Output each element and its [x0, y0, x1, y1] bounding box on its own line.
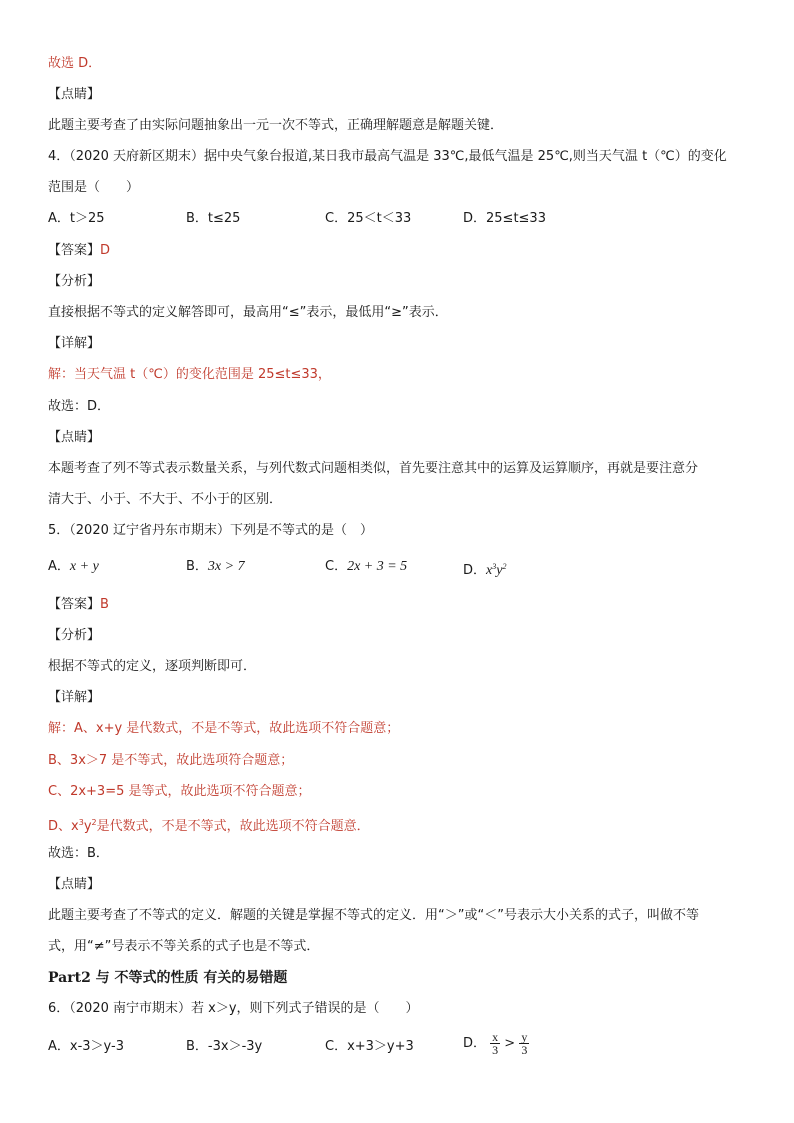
q5-detail-b: B、3x＞7 是不等式，故此选项符合题意； — [48, 753, 294, 768]
q5-option-d-base-x: x — [486, 563, 493, 578]
q4-analysis: 直接根据不等式的定义解答即可，最高用“≤”表示，最低用“≥”表示． — [48, 305, 448, 320]
q5-detail-d-exp2: 2 — [91, 818, 97, 827]
q4-comment-line1: 本题考查了列不等式表示数量关系，与列代数式问题相类似，首先要注意其中的运算及运算顺序，再就是要注意分 — [48, 461, 699, 476]
q4-option-d: D．25≤t≤33 — [463, 211, 546, 226]
q5-option-b-expr: 3x > 7 — [207, 559, 245, 574]
q4-comment-line2: 清大于、小于、不大于、不小于的区别． — [48, 492, 283, 507]
q5-detail-d-mid: y — [83, 819, 92, 834]
q5-option-a-label: A． — [48, 559, 70, 574]
q3-comment-heading: 【点睛】 — [48, 87, 101, 102]
q5-stem: 5．（2020 辽宁省丹东市期末）下列是不等式的是（ ） — [48, 523, 373, 538]
q3-conclusion: 故选 D． — [48, 56, 102, 71]
q6-option-c: C．x+3＞y+3 — [325, 1039, 414, 1054]
q5-comment-line2: 式，用“≠”号表示不等关系的式子也是不等式． — [48, 939, 320, 954]
q5-answer-label: 【答案】 — [48, 597, 101, 612]
q5-option-b — [186, 558, 245, 576]
q6-option-d-fraction-right — [519, 1031, 529, 1056]
q5-detail-d-exp1: 3 — [78, 818, 84, 827]
q4-option-a: A．t＞25 — [48, 211, 105, 226]
q4-stem-line2: 范围是（ ） — [48, 180, 140, 195]
q6-option-d-num1: x — [492, 1030, 499, 1044]
q5-option-a — [48, 558, 99, 576]
q5-option-d-base-y: y — [496, 563, 503, 578]
q3-comment: 此题主要考查了由实际问题抽象出一元一次不等式，正确理解题意是解题关键． — [48, 118, 504, 133]
q4-detail-heading: 【详解】 — [48, 336, 101, 351]
q4-detail-line2: 故选：D． — [48, 399, 111, 414]
q5-answer — [48, 596, 109, 614]
q5-detail-d — [48, 814, 370, 836]
q5-option-c-expr: 2x + 3 = 5 — [347, 559, 408, 574]
q5-detail-d-prefix: D、x — [48, 819, 79, 834]
q6-option-d-num2: y — [521, 1030, 528, 1044]
q5-option-d-label: D． — [463, 563, 487, 578]
q4-answer-value: D — [100, 243, 111, 258]
q4-detail-line1: 解：当天气温 t（℃）的变化范围是 25≤t≤33， — [48, 367, 331, 382]
q6-option-d — [463, 1030, 529, 1058]
q5-detail-a: 解：A、x+y 是代数式，不是不等式，故此选项不符合题意； — [48, 721, 400, 736]
q6-option-d-den2: 3 — [521, 1043, 528, 1057]
q4-analysis-heading: 【分析】 — [48, 274, 101, 289]
q5-conclusion: 故选：B． — [48, 846, 109, 861]
q4-stem-line1: 4．（2020 天府新区期末）据中央气象台报道,某日我市最高气温是 33℃,最低气温是 25℃,则当天气温 t（℃）的变化 — [48, 149, 727, 164]
q6-stem: 6．（2020 南宁市期末）若 x＞y，则下列式子错误的是（ ） — [48, 1001, 419, 1016]
q4-option-c: C．25＜t＜33 — [325, 211, 412, 226]
q4-option-b: B．t≤25 — [186, 211, 241, 226]
q5-option-c — [325, 558, 407, 576]
q6-option-d-fraction-left — [490, 1031, 500, 1056]
part2-title: Part2 与 不等式的性质 有关的易错题 — [48, 970, 288, 986]
q6-option-d-label: D． — [463, 1036, 487, 1051]
q5-option-b-label: B． — [186, 559, 208, 574]
q5-detail-d-suffix: 是代数式，不是不等式，故此选项不符合题意． — [96, 819, 370, 834]
q5-option-d-exp-x: 3 — [492, 562, 497, 571]
q4-answer-label: 【答案】 — [48, 243, 101, 258]
q6-option-d-den1: 3 — [492, 1043, 499, 1057]
q4-comment-heading: 【点睛】 — [48, 430, 101, 445]
q4-answer — [48, 242, 110, 260]
q5-option-d-exp-y: 2 — [502, 562, 507, 571]
q5-option-d — [463, 558, 506, 580]
q5-answer-value: B — [100, 597, 109, 612]
q5-detail-heading: 【详解】 — [48, 690, 101, 705]
q5-analysis: 根据不等式的定义，逐项判断即可． — [48, 659, 257, 674]
q5-option-c-label: C． — [325, 559, 348, 574]
q5-detail-c: C、2x+3=5 是等式，故此选项不符合题意； — [48, 784, 311, 799]
q6-option-a: A．x-3＞y-3 — [48, 1039, 124, 1054]
q6-option-d-operator: > — [504, 1036, 516, 1051]
q5-comment-line1: 此题主要考查了不等式的定义．解题的关键是掌握不等式的定义．用“＞”或“＜”号表示大小关系的式子，叫做不等 — [48, 908, 699, 923]
q5-comment-heading: 【点睛】 — [48, 877, 101, 892]
q5-analysis-heading: 【分析】 — [48, 628, 101, 643]
q5-option-a-expr: x + y — [69, 559, 99, 574]
q6-option-b: B．-3x＞-3y — [186, 1039, 263, 1054]
